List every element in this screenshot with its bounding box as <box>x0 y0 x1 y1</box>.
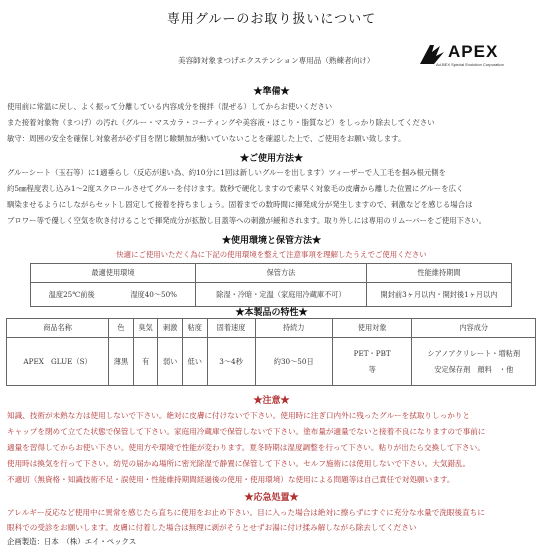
subtitle: 美容師対象まつげエクステンション専用品（熟練者向け） <box>178 56 375 65</box>
product-cell: 有 <box>133 338 158 386</box>
ingredient-line: 安定保存剤 顔料 ・他 <box>434 364 514 374</box>
caution-line: 適量を習得してからお使い下さい。使用方や環境で性能が変わります。夏冬時期は湿度調整を行って下さい。粘りが出たら交換して下さい。 <box>7 443 485 452</box>
product-header: 刺激 <box>158 319 183 338</box>
product-header: 固着速度 <box>207 319 255 338</box>
env-cell: 開封前3ヶ月以内・開封後1ヶ月以内 <box>367 283 512 307</box>
env-cell: 湿度40～50% <box>112 283 195 307</box>
target-line: PET・PBT <box>353 348 391 358</box>
product-header: 色 <box>109 319 134 338</box>
env-heading: ★使用環境と保管方法★ <box>221 236 321 246</box>
product-header: 商品名称 <box>7 319 109 338</box>
env-header: 保管方法 <box>196 264 367 283</box>
product-cell: 3～4秒 <box>207 338 255 386</box>
product-header: 内容成分 <box>412 319 536 338</box>
env-cell: 温度25℃前後 <box>31 283 113 307</box>
product-cell: 薄黒 <box>109 338 134 386</box>
ingredient-line: シアノアクリレート・増粘剤 <box>427 348 521 358</box>
caution-heading: ★注意★ <box>253 396 290 406</box>
usage-heading: ★ご使用方法★ <box>239 154 303 164</box>
prep-line: 使用前に常温に戻し、よく振って分離している内容成分を撹拌（混ぜる）してからお使いください <box>7 102 333 111</box>
caution-line: 使用時は換気を行って下さい。幼児の届かぬ場所に密光除湿で静置に保管して下さい。セルフ施術には使用しないで下さい。大気錯乱。 <box>7 459 471 468</box>
product-header: 使用対象 <box>332 319 412 338</box>
prep-heading: ★準備★ <box>253 87 290 97</box>
caution-line: 不適切（無資格・知識技術不足・誤使用・性能維持期間経過後の使用・使用環境）な使用による問題等は自己責任で対処願います。 <box>7 475 455 484</box>
footer-manufacturer: 企画製造：日本 （株）エイ・ペックス <box>7 537 137 546</box>
apex-logo <box>418 42 528 68</box>
env-header: 性能維持期間 <box>367 264 512 283</box>
usage-line: グルーシート（玉石等）に1適垂らし（反応が速い為、約10分に1回は新しいグルーを出します）ツィーザーで人工毛を掴み根元側を <box>7 168 447 177</box>
logo-text: APEX <box>448 42 499 61</box>
env-cell: 除湿・冷暗・定温（家庭用冷蔵庫不可） <box>196 283 367 307</box>
product-cell: 低い <box>182 338 207 386</box>
target-line: 等 <box>368 364 376 374</box>
product-header: 粘度 <box>182 319 207 338</box>
product-header: 持続力 <box>255 319 332 338</box>
product-cell: APEX GLUE（S） <box>7 338 109 386</box>
usage-line: 約5㎜程度表し込み1～2度スクロールさせてグルーを付けます。数秒で硬化しますので素早く対象毛の皮膚から離した位置にグルーを広く <box>7 184 464 193</box>
emergency-line: 眼科での受診をお願いします。皮膚に付着した場合は無理に剥がそうとせずお湯に付け揉み解しながら除去してください <box>7 523 417 532</box>
prep-line: また接着対象物（まつげ）の汚れ（グルー・マスカラ・コーティングや美容液・ほこり・脂質など）をしっかり除去してください <box>7 118 435 127</box>
emergency-line: アレルギー反応など使用中に異常を感じたら直ちに使用をお止め下さい。目に入った場合は絶対に擦らずにすぐに充分な水量で洗眼後直ちに <box>7 508 485 517</box>
product-cell <box>332 338 412 386</box>
product-table <box>6 318 536 386</box>
emergency-heading: ★応急処置★ <box>244 493 299 503</box>
prep-line: 敏守：周囲の安全を確保し対象者が必ず目を閉じ瞼類加が動いていないことを確認した上で、ご使用をお願い致します。 <box>7 134 406 143</box>
product-heading: ★本製品の特性★ <box>235 308 308 318</box>
env-table <box>30 263 512 307</box>
product-cell: 約30～50日 <box>255 338 332 386</box>
product-cell: 弱い <box>158 338 183 386</box>
caution-line: キャップを閉めて立てた状態で保管して下さい。家庭用冷蔵庫で保管しないで下さい。塗布量が適量でないと接着不良になりますので事前に <box>7 427 486 436</box>
usage-line: 馴染ませるようにしながらセットし固定して接着を持ちましょう。固着までの数時間に揮発成分が発生しますので、刺激などを感じる場合は <box>7 200 473 209</box>
logo-tagline: Ad.BEX Special Evolution Corporation <box>436 62 504 67</box>
page-title: 専用グルーのお取り扱いについて <box>166 12 377 27</box>
product-header: 臭気 <box>133 319 158 338</box>
product-cell <box>412 338 536 386</box>
usage-line: ブロワー等で優しく空気を吹き付けることで揮発成分が拡散し目蓋等への刺激が緩和されます。取り外しには専用のリムーバーをご使用下さい。 <box>7 216 487 225</box>
env-note: 快適にご使用いただく為に下記の使用環境を整えて注意事項を理解したうえでご使用ください <box>116 250 427 259</box>
env-header: 最適使用環境 <box>31 264 196 283</box>
caution-line: 知識、技術が未熟な方は使用しないで下さい。絶対に皮膚に付けないで下さい。使用時に注ぎ口内外に残ったグルーを拭取りしっかりと <box>7 411 470 420</box>
